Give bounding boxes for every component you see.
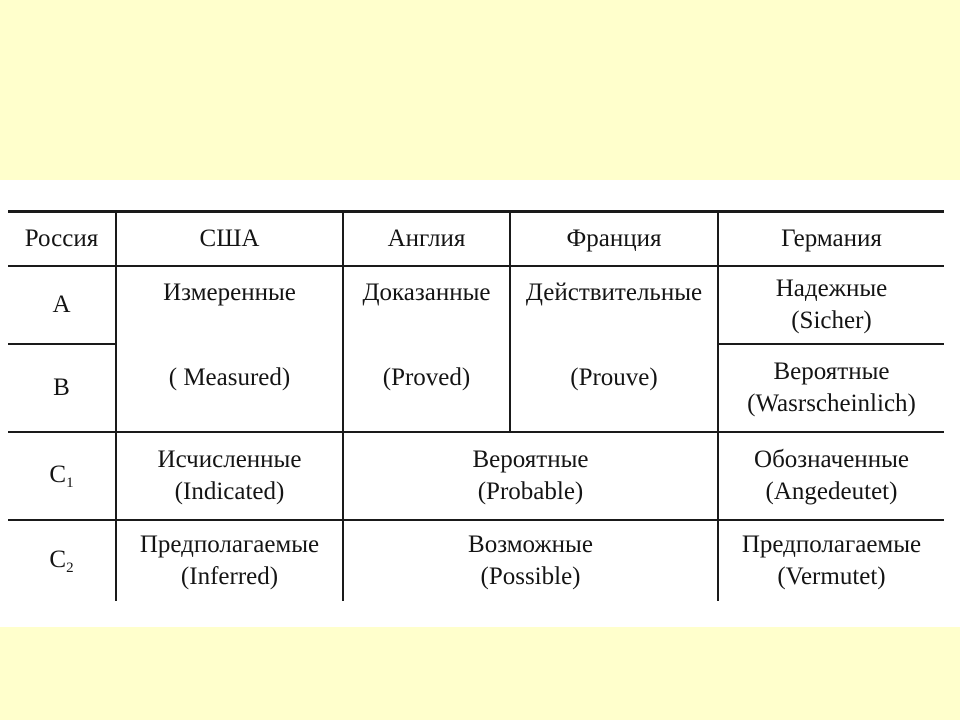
table-row-c2	[8, 520, 944, 601]
eng-fr-probable-cell	[343, 432, 718, 520]
england-proved-cell	[343, 266, 510, 432]
header-usa: США	[116, 212, 343, 267]
usa-inferred-cell	[116, 520, 343, 601]
england-proved-ru: Доказанные	[362, 279, 491, 306]
germany-vermutet-ru: Предполагаемые	[741, 530, 922, 558]
eng-fr-probable-ru: Вероятные	[472, 445, 589, 473]
table-row-a	[8, 266, 944, 344]
russia-class-c1	[8, 432, 116, 520]
header-germany: Германия	[718, 212, 944, 267]
reserves-classification-table	[8, 210, 944, 601]
usa-indicated-ru: Исчисленные	[157, 445, 302, 473]
russia-class-b: B	[53, 373, 70, 401]
germany-sicher-cell	[718, 266, 944, 344]
table-row-c1	[8, 432, 944, 520]
germany-sicher-de: (Sicher)	[791, 307, 872, 334]
france-prouve-en: (Prouve)	[570, 363, 658, 391]
france-prouve-cell	[510, 266, 718, 432]
class-c2-subscript: 2	[66, 559, 74, 576]
header-row	[8, 212, 944, 267]
eng-fr-possible-ru: Возможные	[468, 530, 593, 558]
eng-fr-possible-cell	[343, 520, 718, 601]
russia-class-a: A	[8, 266, 116, 344]
germany-wahrscheinlich-cell	[718, 344, 944, 432]
class-c1-letter: C	[49, 460, 67, 488]
germany-angedeutet-ru: Обозначенные	[754, 445, 909, 473]
usa-indicated-en: (Indicated)	[174, 478, 285, 505]
class-c2-letter: C	[49, 545, 67, 573]
usa-inferred-ru: Предполагаемые	[139, 530, 320, 558]
eng-fr-possible-en: (Possible)	[480, 563, 581, 590]
class-c1-subscript: 1	[66, 474, 74, 491]
england-proved-en: (Proved)	[382, 363, 471, 391]
usa-indicated-cell	[116, 432, 343, 520]
germany-vermutet-de: (Vermutet)	[777, 563, 886, 590]
germany-wahrscheinlich-ru: Вероятные	[773, 357, 890, 385]
header-france: Франция	[510, 212, 718, 267]
header-russia: Россия	[8, 212, 116, 267]
germany-angedeutet-cell	[718, 432, 944, 520]
usa-measured-ru: Измеренные	[163, 279, 296, 306]
usa-inferred-en: (Inferred)	[180, 563, 279, 590]
germany-wahrscheinlich-de: (Wasrscheinlich)	[747, 390, 916, 417]
germany-sicher-de-ru: Надежные	[775, 274, 888, 302]
germany-angedeutet-de: (Angedeutet)	[765, 478, 898, 505]
usa-measured-en: ( Measured)	[168, 363, 291, 391]
russia-class-c2	[8, 520, 116, 601]
france-prouve-ru: Действительные	[525, 279, 703, 306]
usa-measured-cell	[116, 266, 343, 432]
header-england: Англия	[343, 212, 510, 267]
germany-vermutet-cell	[718, 520, 944, 601]
eng-fr-probable-en: (Probable)	[477, 478, 584, 505]
